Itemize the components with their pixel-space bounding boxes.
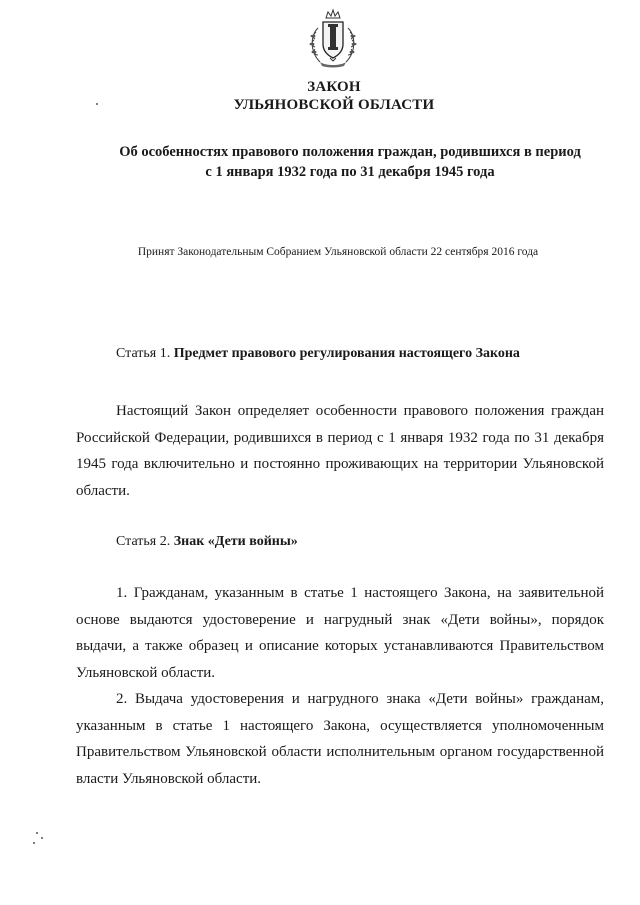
adoption-note: Принят Законодательным Собранием Ульяновской области 22 сентября 2016 года: [137, 246, 539, 258]
coat-of-arms-icon: [304, 8, 362, 70]
law-title-line1: ЗАКОН: [307, 79, 361, 95]
article-1-title: Предмет правового регулирования настоящего Закона: [173, 346, 520, 361]
law-title: [0, 78, 640, 114]
law-subject-line1: Об особенностях правового положения граждан, родившихся в период: [119, 144, 581, 160]
article-1-heading: [116, 345, 520, 363]
scan-speck: [36, 832, 38, 834]
article-1-prefix: Статья 1.: [116, 346, 171, 361]
article-2-paragraph-2: 2. Выдача удостоверения и нагрудного знака «Дети войны» гражданам, указанным в статье 1 настоящего Закона, осуществляется уполномоченным Правительством Ульяновской области исполнительным органом государственной власти Ульяновской области.: [76, 691, 604, 787]
law-subject-line2: с 1 января 1932 года по 31 декабря 1945 года: [205, 164, 495, 180]
law-title-line2: УЛЬЯНОВСКОЙ ОБЛАСТИ: [233, 97, 435, 113]
article-2-title: Знак «Дети войны»: [173, 534, 298, 549]
article-2-heading: [116, 533, 298, 551]
law-subject: [60, 142, 640, 182]
scan-speck: [41, 837, 43, 839]
scan-speck: [33, 842, 35, 844]
article-1-text: Настоящий Закон определяет особенности правового положения граждан Российской Федерации, родившихся в период с 1 января 1932 года по 31 декабря 1945 года включительно и постоянно проживающих на территории Ульяновской области.: [76, 403, 604, 499]
scan-speck: [96, 103, 98, 105]
article-2-prefix: Статья 2.: [116, 534, 171, 549]
article-2-paragraph-1: 1. Гражданам, указанным в статье 1 настоящего Закона, на заявительной основе выдаются удостоверение и нагрудный знак «Дети войны», порядок выдачи, а также образец и описание которых устанавливаются Правительством Ульяновской области.: [76, 585, 604, 681]
